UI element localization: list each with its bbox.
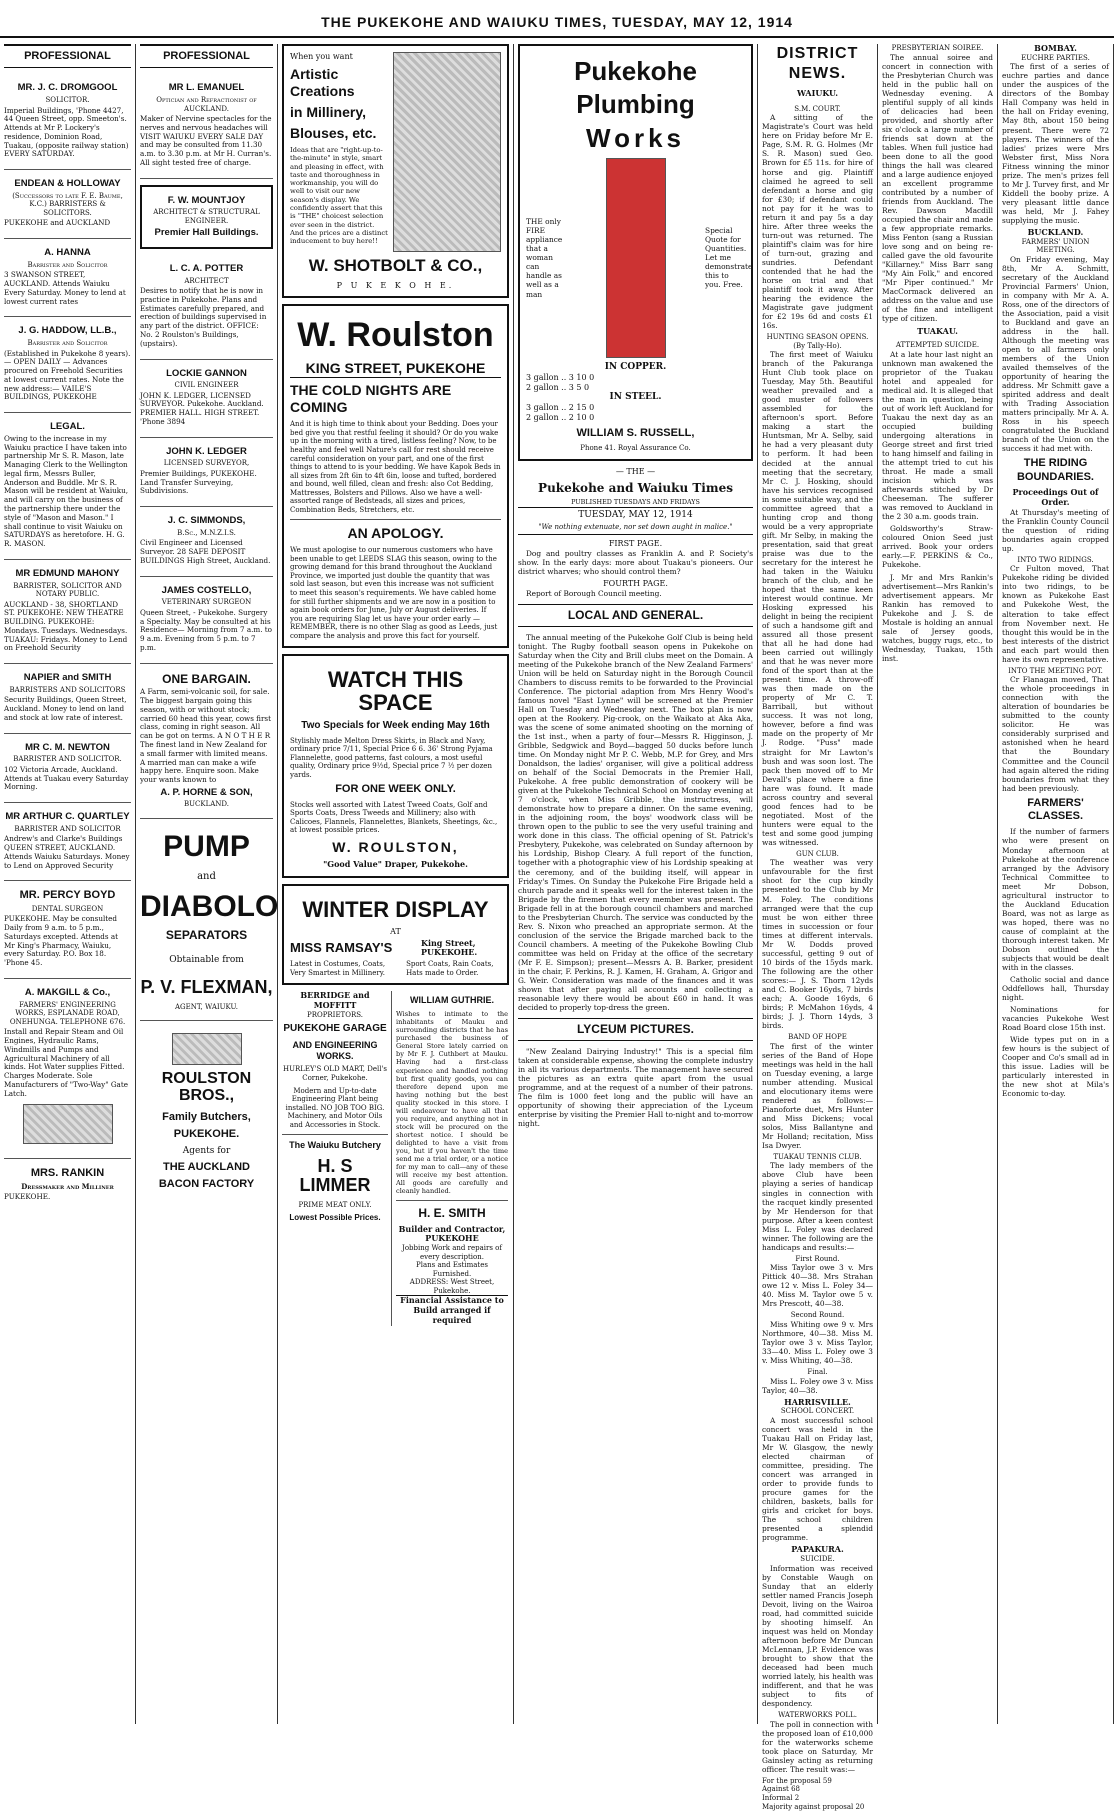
ad-simmonds: J. C. SIMMONDS, B.Sc., M.N.Z.I.S. Civil Engineer and Licensed Surveyor. 28 SAFE DEPOSIT BUILDINGS High Street, Auckland. xyxy=(140,507,273,576)
column-3 xyxy=(278,44,514,1724)
ad-plumbing-works: Pukekohe Plumbing Works THE only FIRE appliance that a woman can handle as well as a man Special Quote for Quantities. Let me demonstrate this to you. Free. IN COPPER. 3 gallon .. 3 10 0 2 gallon .. 3 5 0 IN STEEL. 3 gallon .. 2 15 0 2 gallon .. 2 10 0 WILLIAM S. RUSSELL, Phone 41. Royal Assurance Co. xyxy=(518,44,753,461)
column-2 xyxy=(136,44,278,1724)
ad-hanna: A. HANNA Barrister and Solicitor 3 SWANSON STREET, AUCKLAND. Attends Waiuku Every Saturday. Money to lend at lowest current rates xyxy=(4,239,131,317)
ad-watch-space: WATCH THIS SPACE Two Specials for Week ending May 16th Stylishly made Melton Dress Skirts, in Black and Navy, ordinary price 7/11, Special Price 6 6. 36' Strong Pyjama Flannelette, good patterns, fast colours, a most useful quality, Ordinary price 9½d, Special price 7 ½ per dozen yards. FOR ONE WEEK ONLY. Stocks well assorted with Latest Tweed Coats, Golf and Sports Coats, Dress Tweeds and Millinery; also with Calicoes, Flannels, Flannelettes, Blankets, Sheetings, &c., at lowest possible prices. W. ROULSTON, "Good Value" Draper, Pukekohe. xyxy=(282,654,509,877)
column-5: DISTRICT NEWS. WAIUKU. S.M. COURT. A sitting of the Magistrate's Court was held here on Friday before Mr E. Page, S.M. R. G. Holmes (Mr S. R. Mason) sued Geo. Brown for £5 11s. for hire of horse and gig. Plaintiff claimed he agreed to sell defendant a horse and gig for £30; if defendant could not pay for it he was to return it and pay 5s a day hire. After three weeks the turn-out was returned. The plaintiff's claim was for hire of turn-out, grazing and sundries. Defendant contended that he had the horse on trial and that plaintiff took it away. After hearing the evidence the Magistrate gave judgment for £2 19s 6d and costs £1 16s. HUNTING SEASON OPENS. (By Tally-Ho). The first meet of Waiuku branch of the Pakuranga Hunt Club took place on Tuesday, May 5th. Beautiful weather prevailed and a good muster of followers assembled for the afternoon's sport. Before making a start the Huntsman, Mr A. Selby, said he had a very pleasant duty to perform. It had been decided at the annual meeting that the secretary, Mr C. J. Hosking, should have his services recognised in some suitable way, and the committee agreed that a hunting crop and thong would be a very appropriate gift. Mr Selby, in making the presentation, said that great praise was due to the secretary for the interest he had taken in the Waiuku branch of the club, and he hoped that the same keen interest would continue. Mr Hosking expressed his delight in being the recipient of such a handsome gift and assured all those present that all he had done had been carried out willingly and that he was never more fond of the sport than at the present time. A throw-off was then made on the property of Mr C. T. Barriball, but without success. It was not long, however, before a find was made on the property of Mr J. Rodge. "Puss" made straight for Mr Lawton's bush and was soon lost. The pack then moved off to Mr Devall's place where a fine hare was found. It made across country and several good fences had to be negotiated. Most of the hunters were equal to the test and some good jumping was witnessed. GUN CLUB. The weather was very unfavourable for the first shoot for the cup kindly presented to the Club by Mr M. Foley. The conditions arranged were that the cup must be won either three times in succession or four times at different intervals. Mr W. Dodds proved successful, getting 9 out of 10 birds of the 15yds mark. The following are the other scores:— J. S. Thorn 12yds and C. Booker 16yds, 7 birds each; A. Goode 16yds, 6 birds; P. McMahon 16yds, 4 birds; J. J. Thorn 14yds, 3 birds. BAND OF HOPE The first of the winter series of the Band of Hope meetings was held in the hall on Tuesday evening, a large number attending. Musical and elocutionary items were rendered as follows:—Pianoforte duet, Mrs Hunter and Miss Dickens; vocal solos, Miss Ballantyne and Mr Holland; recitation, Miss Isa Dwyer. TUAKAU TENNIS CLUB. The lady members of the above Club have been playing a series of handicap singles in connection with the racquet kindly presented by Mr Henderson for that purpose. After a keen contest Miss L. Foley was declared winner. The following are the handicaps and results:— First Round. Miss Taylor owe 3 v. Mrs Pittick 40—38. Mrs Strahan owe 12 v. Miss L. Foley 34—40. Miss M. Taylor owe 5 v. Mrs Prescott, 40—38. Second Round. Miss Whiting owe 9 v. Mrs Northmore, 40—38. Miss M. Taylor owe 3 v. Miss Taylor, 33—40. Miss L. Foley owe 3 v. Miss Whiting, 40—38. Final. Miss L. Foley owe 3 v. Miss Taylor, 40—38. HARRISVILLE. SCHOOL CONCERT. A most successful school concert was held in the Tuakau Hall on Friday last, Mr W. Glasgow, the newly elected chairman of committee, presiding. The concert was arranged in order to provide funds to procure games for the children, baskets, balls for girls and cricket for boys. The school children presented a splendid programme. PAPAKURA. SUICIDE. Information was received by Constable Waugh on Sunday that an elderly settler named Francis Joseph Devoit, living on the Wairoa road, had committed suicide by shooting himself. An inquest was held on Monday afternoon before Mr Duncan McLennan, J.P. Evidence was brought to show that the deceased had been much worried lately, his health was indifferent, and that he was subject to fits of despondency. WATERWORKS POLL. The poll in connection with the proposed loan of £10,000 for the waterworks scheme took place on Saturday, Mr Gainsley acting as returning officer. The result was:— For the proposal 59 Against 68 Informal 2 Majority against proposal 20 xyxy=(758,44,878,1724)
masthead: THE PUKEKOHE AND WAIUKU TIMES, TUESDAY, MAY 12, 1914 xyxy=(0,14,1114,38)
ad-makgill: A. MAKGILL & Co., FARMERS' ENGINEERING WORKS, ESPLANADE ROAD, ONEHUNGA. TELEPHONE 676. Install and Repair Steam and Oil Engines, Hydraulic Rams, Windmills and Pumps and Agricultural Machinery of all kinds. Hot Water supplies Fitted. Charges Moderate. Sole Manufacturers of "Two-Way" Gate Latch. xyxy=(4,979,131,1159)
fire-extinguisher-image xyxy=(606,158,666,358)
ad-rankin: MRS. RANKIN Dressmaker and Milliner PUKEKOHE. xyxy=(4,1167,114,1202)
column-6: PRESBYTERIAN SOIREE. The annual soiree and concert in connection with the Presbyterian Church was held in the public hall on Wednesday evening. A plentiful supply of all kinds of delicacies had been provided, and shortly after six o'clock a large number of friends sat down at the tables. When full justice had been done to all the good things the hall was cleared and a large audience enjoyed an excellent programme contributed by a number of friends from Auckland. The Rev. Dawson Macdill occupied the chair and made a few appropriate remarks. Miss Fenton (sang a Russian love song and on being re-called gave the old favourite "Killarney." Miss Barr sang "My Ain Folk," and encored "Mr Piper continued." Mr MacCormack delivered an address on the value and use of the fine and intelligent type of citizen. TUAKAU. ATTEMPTED SUICIDE. At a late hour last night an unknown man awakened the proprietor of the Tuakau hotel and appealed for medical aid. It is alleged that the man in question, being out of work left Auckland for Tuakau the next day as an occupied building undergoing alterations in George street and first tried to hang himself and failing in the attempt tried to cut his throat. He made a small incision which was afterwards stitched by Dr Cheeseman. The sufferer was removed to Auckland in the 2 30 a.m. goods train. Goldsworthy's Straw-coloured Onion Seed just arrived. Book your orders early.—F. PERKINS & Co., Pukekohe. J. Mr and Mrs Rankin's advertisement—Mrs Rankin's advertisement appears. Mr Rankin has removed to Pukekohe and J. S. de Mostale is holding an annual sale of Jersey goods, watches, buggy rugs, etc., to Wednesday, Tuakau, 15th inst. xyxy=(878,44,998,1724)
column-1 xyxy=(0,44,136,1724)
ad-shotbolt: When you want Artistic Creations in Millinery, Blouses, etc. Ideas that are "right-up-to-the-minute" in style, smart and pleasing in effect, with taste and thoroughness in workmanship, you will do well to visit our new season's display. We confidently assert that this is "THE" choicest selection ever seen in the district. And the prices are a distinct inducement to buy here!! W. SHOTBOLT & CO., P U K E K O H E. xyxy=(282,44,509,298)
ad-haddow: J. G. HADDOW, LL.B., Barrister and Solicitor (Established in Pukekohe 8 years). — OPEN DAILY — Advances procured on Freehold Securities at lowest current rates. Note the new address:— VAILE'S BUILDINGS, PUKEKOHE xyxy=(4,317,131,413)
ad-guthrie: WILLIAM GUTHRIE. Wishes to intimate to the inhabitants of Mauku and surrounding districts that he has purchased the business of General Store lately carried on by Mr F. J. Cuthbert at Mauku. Having had a first-class experience and handled nothing but first quality goods, you can therefore depend upon me having nothing but the best quality stocked in this store. I will endeavour to have all that you require, and anything not in stock will be procured on the shortest notice. I should be delighted to have a visit from you, but if you haven't the time send me a trial order, or a notice for my man to call—any of these will receive my best attention. All goods are carefully and cleanly handled. H. E. SMITH Builder and Contractor, PUKEKOHE Jobbing Work and repairs of every description. Plans and Estimates Furnished. ADDRESS: West Street, Pukekohe. Financial Assistance to Build arranged if required xyxy=(396,995,508,1325)
lady-image xyxy=(393,52,501,252)
column-7: BOMBAY. EUCHRE PARTIES. The first of a series of euchre parties and dance under the auspices of the directors of the Bombay Hall Company was held in the hall on Friday evening, May 8th, about 150 being present. There were 72 players. The winners of the ladies' prizes were Mrs Webster first, Miss Nora Fitness winning the minor prize. The men's prizes fell to Mr J. Turvey first, and Mr Kiddell the booby prize. A very pleasant little dance was held, Mr J. Fahey supplying the music. BUCKLAND. FARMERS' UNION MEETING. On Friday evening, May 8th, Mr A. Schmitt, secretary of the Auckland Provincial Farmers' Union, in company with Mr A. A. Ross, one of the directors of the Association, paid a visit to Buckland and gave an address in the hall. Although the meeting was open to all farmers only members of the Union availed themselves of the opportunity of hearing the address. Mr Schmitt gave a spirited address and dealt with Trading Association matters principally. Mr A. A. Ross in his speech congratulated the Buckland branch of the Union on the success it had met with. THE RIDING BOUNDARIES. Proceedings Out of Order. At Thursday's meeting of the Franklin County Council the question of riding boundaries again cropped up. INTO TWO RIDINGS. Cr Fulton moved, That Pukekohe riding be divided into two ridings, to be known as Pukekohe East and Pukekohe West, the alteration to take effect from November next. He thought this would be in the best interests of the district and each part would then have its own representative. INTO THE MEETING POT. Cr Flanagan moved, That the whole proceedings in connection with the alteration of boundaries be submitted to the county solicitor. He was considerably surprised and astonished when he heard that the Boundary Committee and the Council had again altered the riding boundaries from what they had been previously. FARMERS' CLASSES. If the number of farmers who were present on Monday afternoon at Pukekohe at the conference arranged by the Advisory Technical Committee to meet Mr Dobson, agricultural instructor to the Auckland Education Board, was not as large as was hoped, there was no cause of complaint at the thorough interest taken. Mr Dobson outlined the subjects that would be dealt with in the classes. Catholic social and dance Oddfellows hall, Thursday night. Nominations for vacancies Pukekohe West Road Board close 15th inst. Wide types put on in a few hours is the subject of Cooper and Co's small ad in this issue. Ladies will be particularly interested in the new shot at Mila's Economic to-day. xyxy=(998,44,1114,1724)
district-news-title: DISTRICT NEWS. xyxy=(776,45,859,82)
ad-mahony: MR EDMUND MAHONY BARRISTER, SOLICITOR AND NOTARY PUBLIC. AUCKLAND - 38, SHORTLAND ST. PUKEKOHE: NEW THEATRE BUILDING. PUKEKOHE: Mondays. Tuesdays. Wednesdays. TUAKAU: Fridays. Money to Lend on Freehold Security xyxy=(4,560,131,664)
professional-header-2: PROFESSIONAL xyxy=(140,44,273,68)
ad-dromgool: MR. J. C. DROMGOOL SOLICITOR. Imperial Buildings, 'Phone 4427, 44 Queen Street, opp. Smeeton's. Attends at Mr P. Lockery's residence, Dominion Road, Tuakau, (opposite railway station) EVERY SATURDAY. xyxy=(4,74,131,170)
ad-berridge-moffitt: BERRIDGE and MOFFITT PROPRIETORS. PUKEKOHE GARAGE AND ENGINEERING WORKS. HURLEY'S OLD MART, Dell's Corner, Pukekohe. Modern and Up-to-date Engineering Plant being installed. NO JOB TOO BIG. Machinery, and Motor Oils and Accessories in Stock. The Waiuku Butchery H. S LIMMER PRIME MEAT ONLY. Lowest Possible Prices. xyxy=(282,991,392,1325)
ad-potter: L. C. A. POTTER ARCHITECT Desires to notify that he is now in practice in Pukekohe. Plans and Estimates carefully prepared, and erection of buildings supervised in any part of the district. OFFICE: No. 2 Roulston's Buildings, (upstairs). xyxy=(140,255,273,360)
bull-image xyxy=(172,1033,242,1065)
ad-newton: MR C. M. NEWTON BARRISTER AND SOLICITOR. 102 Victoria Arcade, Auckland. Attends at Tuakau every Saturday Morning. xyxy=(4,734,131,803)
ad-percy-boyd: MR. PERCY BOYD DENTAL SURGEON PUKEKOHE. May be consulted Daily from 9 a.m. to 5 p.m., Saturdays excepted. Attends at Mr King's Pharmacy, Waiuku, every Saturday. P.O. Box 18. 'Phone 45. xyxy=(4,881,131,979)
ad-one-bargain: ONE BARGAIN. A Farm, semi-volcanic soil, for sale. The biggest bargain going this season, with or without stock; carried 60 head this year, cows first class, coming in right season. All can be got on terms. A N O T H E R The finest land in New Zealand for a small farmer with limited means. A married man can make a wife happy here. Enquire soon. Make your wants known to A. P. HORNE & SON, BUCKLAND. xyxy=(140,664,273,819)
ad-napier-smith: NAPIER and SMITH BARRISTERS AND SOLICITORS Security Buildings, Queen Street, Auckland. Money to lend on land and stock at low rate of interest. xyxy=(4,664,131,733)
ad-emanuel: MR L. EMANUEL Optician and Refractionist of AUCKLAND. Maker of Nervine spectacles for the nerves and nervous headaches will VISIT WAIUKU EVERY SALE DAY and may be consulted from 11.30 a.m. to 3.30 p.m. at Mr H. Curran's. All sight tested free of charge. xyxy=(140,74,273,178)
ad-roulston-bros: ROULSTON BROS., Family Butchers, PUKEKOHE. Agents for THE AUCKLAND BACON FACTORY xyxy=(140,1021,273,1203)
ad-gannon: LOCKIE GANNON CIVIL ENGINEER JOHN K. LEDGER, LICENSED SURVEYOR. Pukekohe. Auckland. PREMIER HALL. HIGH STREET. 'Phone 3894 xyxy=(140,360,273,438)
ad-legal: LEGAL. Owing to the increase in my Waiuku practice I have taken into partnership Mr S. R. Mason, late Managing Clerk to the Wellington legal firm, Messrs Buller, Anderson and Buddle. Mr S. R. Mason will be resident at Waiuku, and will carry on the business of the partnership there under the style of "Mason and Mason." I shall continue to visit Waiuku on SATURDAYS as heretofore. H. G. R. MASON. xyxy=(4,413,131,560)
professional-header: PROFESSIONAL xyxy=(4,44,131,68)
ad-winter-display: WINTER DISPLAY AT MISS RAMSAY'S King Street, PUKEKOHE. Latest in Costumes, Coats, Very Smartest in Millinery. Sport Coats, Rain Coats, Hats made to Order. xyxy=(282,884,509,986)
ad-endean-holloway: ENDEAN & HOLLOWAY (Successors to late F. E. Baume, K.C.) BARRISTERS & SOLICITORS. PUKEKOHE and AUCKLAND xyxy=(4,170,131,239)
ad-roulston: W. Roulston KING STREET, PUKEKOHE THE COLD NIGHTS ARE COMING And it is high time to think about your Bedding. Does your bed give you that restful feeling it should? Or do you wake up in the morning with a tired, listless feeling? Now, to be healthy and feel well Nature's call for rest should receive careful consideration on your part, and one of the first things to attend to is your bedding. We have Kapok Beds in all sizes from 2ft 6in to 4ft 6in, loose and tufted, bordered and bound, well filled, clean and fresh: also Cot Bedding, Mattresses, Bolsters and Pillows. Also we have a well-assorted range of Bedsteads, all sizes and prices, Combination Beds, Stretchers, etc. AN APOLOGY. We must apologise to our numerous customers who have been unable to get LEEDS SLAG this season, owing to the growing demand for this brand throughout the Auckland Province, we imported just double the quantity that was sold last season, but even this increase was not sufficient to meet this season's requirements. We have cabled home for still further shipments and we are now in a position to again book orders for June, July or August deliveries. If you are requiring Slag let us have your order early —REMEMBER, there is no other Slag as good as Leeds, just compare the analysis and prove this fact for yourself. xyxy=(282,304,509,648)
ad-ledger: JOHN K. LEDGER LICENSED SURVEYOR, Premier Buildings, PUKEKOHE. Land Transfer Surveying, Subdivisions. xyxy=(140,438,273,507)
ad-pump-diabolo: PUMP and DIABOLO SEPARATORS Obtainable from P. V. FLEXMAN, AGENT, WAIUKU. xyxy=(140,819,273,1021)
paper-title: Pukekohe and Waiuku Times xyxy=(538,480,733,495)
column-4: Pukekohe Plumbing Works THE only FIRE appliance that a woman can handle as well as a man Special Quote for Quantities. Let me demonstrate this to you. Free. IN COPPER. 3 gallon .. 3 10 0 2 gallon .. 3 5 0 IN STEEL. 3 gallon .. 2 15 0 2 gallon .. 2 10 0 WILLIAM S. RUSSELL, Phone 41. Royal Assurance Co. — THE — Pukekohe and Waiuku Times PUBLISHED TUESDAYS AND FRIDAYS TUESDAY, MAY 12, 1914 "We nothing extenuate, nor set down aught in malice." FIRST PAGE. Dog and poultry classes as Franklin A. and P. Society's show. In the early days: more about Tuakau's pioneers. Our district wharves; who should control them? FOURTH PAGE. Report of Borough Council meeting. LOCAL AND GENERAL. The annual meeting of the Pukekohe Golf Club is being held tonight. The Rugby football season opens in Pukekohe on Saturday when the City and Brill clubs meet on the Domain. A meeting of the Pukekohe branch of the New Zealand Farmers' Union will be held on Saturday night in the Borough Council Chambers to discuss remits to be forwarded to the Provincial Conference. The pictorial adaption from Mrs Henry Wood's famous novel "East Lynne" will be screened at the Premier Hall on Tuesday and Wednesday next. The box plan is now open at the Rookery. Pig-crook, on the Waikato at Aka Aka, was the scene of some animated shooting on the morning of the 1st inst., when a party of four—Messrs R. Higginson, J. Gribble, Sedgwick and Boyd—bagged 50 ducks before lunch time. On Monday night Mr P. C. Webb, M.P. for Grey, and Mrs Donaldson, the ladies' organiser, will give a political address on behalf of the Social Democrats in the Premier Hall, Pukekohe. A free public demonstration of cookery will be given at the Pukekohe Technical School on Monday evening at 7 o'clock, when Miss Gribble, the instructress, will demonstrate how to prepare a dinner. On the same evening, in the adjoining room, the boys' woodwork class will be thrown open to the public to see the very useful training and work done in this class. The official opening of St. Patrick's Presbytery, Pukekohe, was celebrated on Sunday afternoon by his Lordship, Bishop Cleary. A full report of the function, together with a photographic view of his Lordship speaking at the ceremony, and of the building itself, will appear in Friday's Times. On Sunday the Pukekohe Fire Brigade held a church parade and it speaks well for the interest taken in the Brigade by the firemen that every member was present. The Brigade fell in at the borough council chambers and marched to the Presbyterian Church. The service was conducted by the Rev. S. Nixon who preached an appropriate sermon. At the conclusion of the service the Brigade marched back to the Council chambers. A meeting of the Pukekohe Bowling Club committee was held on Friday at the office of the secretary (Mr F. E. Simpson); present—Messrs A. B. Barker, president in the chair, F. Perkins, R. J. Kamen, H. Graham, A. Grigor and G. Weir. Consideration was made of the finances and it was shown that after paying all accounts and collecting a reasonable levy there would be about £60 in hand. It was decided to properly top-dress the green. LYCEUM PICTURES. "New Zealand Dairying Industry!" This is a special film taken at considerable expense, showing the complete industry in all its various departments. The management have secured the pictures as an extra quite apart from the usual programme, and at the request of a number of their patrons. The film is 1000 feet long and the public will have an opportunity of showing their appreciation of the Lyceum enterprise by visiting the Premier Hall to-night and to-morrow night. xyxy=(514,44,758,1724)
ad-quartley: MR ARTHUR C. QUARTLEY BARRISTER AND SOLICITOR Andrew's and Clarke's Buildings QUEEN STREET, AUCKLAND. Attends Waiuku Saturdays. Money to Lend on Approved Security xyxy=(4,803,131,881)
ad-costello: JAMES COSTELLO, VETERINARY SURGEON Queen Street, - Pukekohe. Surgery a Specialty. May be consulted at his Residence— Morning from 7 a.m. to 9 a.m. Evening from 5 p.m. to 7 p.m. xyxy=(140,577,273,664)
gate-latch-image xyxy=(23,1104,113,1144)
ad-mountjoy: F. W. MOUNTJOY ARCHITECT & STRUCTURAL ENGINEER. Premier Hall Buildings. xyxy=(140,185,273,249)
